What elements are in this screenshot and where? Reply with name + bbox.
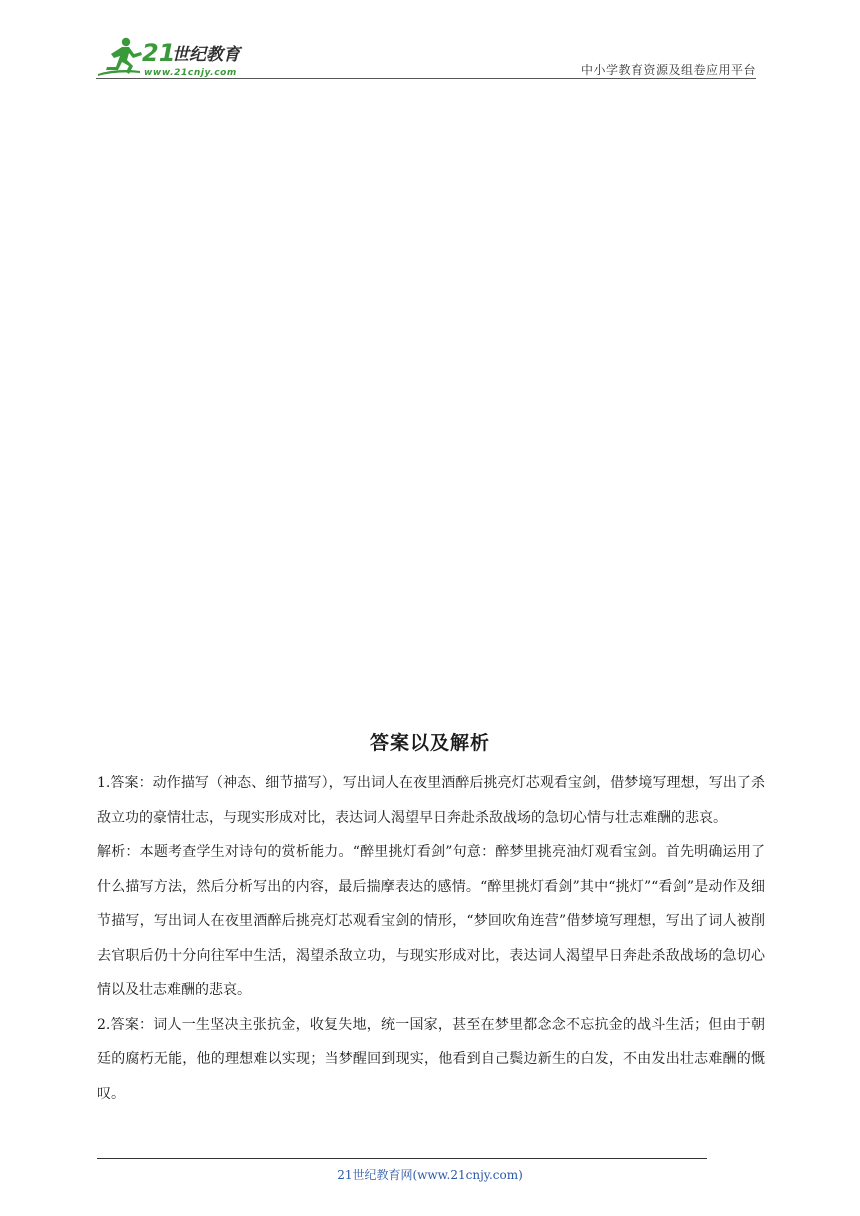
header-divider: [96, 78, 756, 79]
answer-1: 1.答案：动作描写（神态、细节描写），写出词人在夜里酒醉后挑亮灯芯观看宝剑，借梦境写理想，写出了杀敌立功的豪情壮志，与现实形成对比，表达词人渴望早日奔赴杀敌战场的急切心情与壮志难酬的悲哀。: [97, 775, 765, 826]
page-header: [96, 28, 756, 80]
answer-body: [97, 766, 765, 1111]
svg-text:www.21cnjy.com: www.21cnjy.com: [144, 68, 237, 78]
answer-2: 2.答案：词人一生坚决主张抗金，收复失地，统一国家，甚至在梦里都念念不忘抗金的战斗生活；但由于朝廷的腐朽无能，他的理想难以实现；当梦醒回到现实，他看到自己鬓边新生的白发，不由发出壮志难酬的慨叹。: [97, 1016, 765, 1102]
platform-name: 中小学教育资源及组卷应用平台: [580, 63, 756, 77]
logo-wordmark: 世纪教育: [172, 45, 240, 65]
footer-divider: [97, 1158, 707, 1159]
svg-text:21: 21: [142, 39, 176, 67]
analysis-1: 解析：本题考查学生对诗句的赏析能力。“醉里挑灯看剑”句意：醉梦里挑亮油灯观看宝剑。首先明确运用了什么描写方法，然后分析写出的内容，最后揣摩表达的感情。“醉里挑灯看剑”其中“挑灯”“看剑”是动作及细节描写，写出词人在夜里酒醉后挑亮灯芯观看宝剑的情形，“梦回吹角连营”借梦境写理想，写出了词人被削去官职后仍十分向往军中生活，渴望杀敌立功，与现实形成对比，表达词人渴望早日奔赴杀敌战场的急切心情以及壮志难酬的悲哀。: [97, 844, 765, 998]
footer-site: 21世纪教育网(www.21cnjy.com): [337, 1168, 523, 1182]
21cnjy-logo: [96, 34, 266, 78]
section-title: 答案以及解析: [369, 732, 490, 754]
